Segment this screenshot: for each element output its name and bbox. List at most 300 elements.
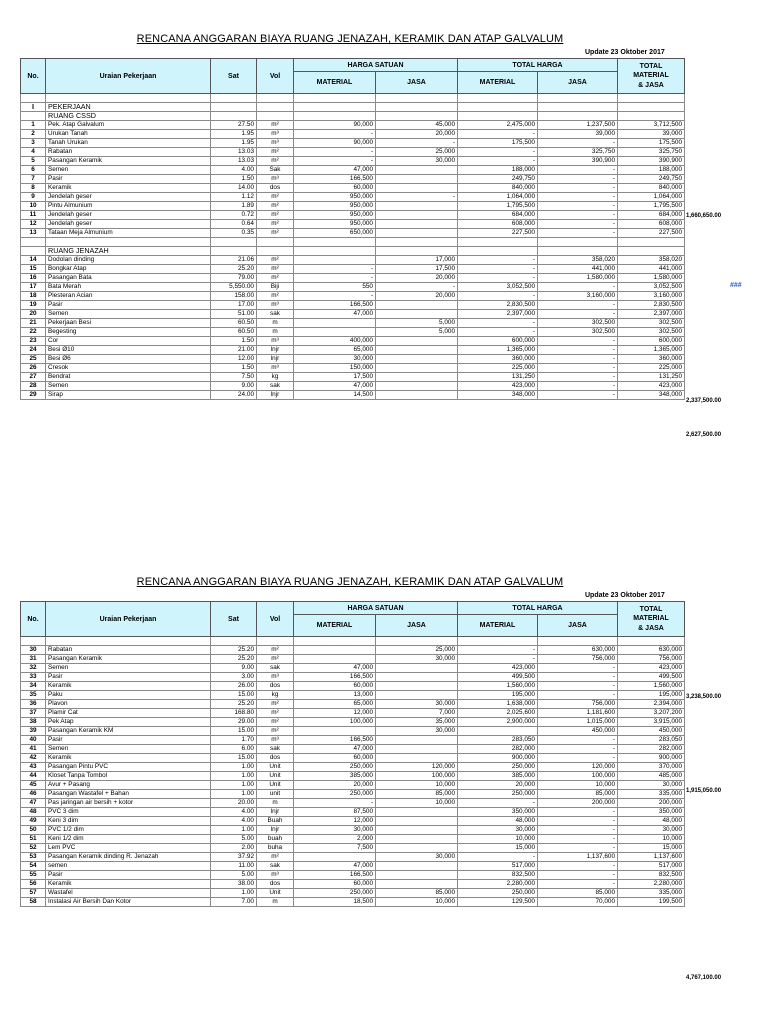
table-row (21, 111, 685, 120)
row-vol: dos (257, 681, 294, 690)
row-uraian: PVC 3 dim (46, 807, 211, 816)
row-material-price: 47,000 (294, 165, 376, 174)
row-grand-total: 335,000 (618, 888, 685, 897)
row-material-total: 131,250 (458, 372, 538, 381)
row-jasa-price: 10,000 (376, 780, 458, 789)
table-row (21, 637, 685, 646)
row-jasa-total: 10,000 (538, 780, 618, 789)
row-jasa-price: - (376, 282, 458, 291)
row-no: 17 (21, 282, 46, 291)
row-material-price: - (294, 129, 376, 138)
row-jasa-total: - (538, 807, 618, 816)
row-grand-total: 283,050 (618, 735, 685, 744)
row-material-total: 195,000 (458, 690, 538, 699)
row-jasa-total: - (538, 753, 618, 762)
row-uraian: Pas jaringan air bersih + kotor (46, 798, 211, 807)
row-jasa-total: - (538, 228, 618, 237)
table-row (21, 174, 685, 183)
row-jasa-price: 120,000 (376, 762, 458, 771)
row-jasa-price (376, 861, 458, 870)
table-row (21, 681, 685, 690)
row-sat: 15.00 (211, 690, 257, 699)
table-row (21, 102, 685, 111)
update-date: Update 23 Oktober 2017 (585, 49, 665, 56)
col-header-jasa: JASA (376, 72, 458, 94)
row-jasa-price: 25,000 (376, 645, 458, 654)
row-grand-total: 1,365,000 (618, 345, 685, 354)
row-material-price (294, 255, 376, 264)
row-sat: 12.00 (211, 354, 257, 363)
row-grand-total: 1,137,600 (618, 852, 685, 861)
row-material-total: 1,064,000 (458, 192, 538, 201)
table-row (21, 708, 685, 717)
row-material-price: 250,000 (294, 888, 376, 897)
row-material-price: 65,000 (294, 345, 376, 354)
row-sat: 1.50 (211, 336, 257, 345)
rab-table (20, 601, 685, 907)
row-grand-total: 423,000 (618, 663, 685, 672)
row-vol: m³ (257, 138, 294, 147)
row-material-total: - (458, 852, 538, 861)
row-jasa-price: 20,000 (376, 291, 458, 300)
row-material-total: 2,397,000 (458, 309, 538, 318)
row-material-total (458, 726, 538, 735)
row-grand-total: 1,795,500 (618, 201, 685, 210)
row-jasa-price (376, 228, 458, 237)
row-jasa-price (376, 309, 458, 318)
row-grand-total: 10,000 (618, 834, 685, 843)
table-row (21, 264, 685, 273)
row-material-price: 166,500 (294, 174, 376, 183)
row-jasa-price: 5,000 (376, 318, 458, 327)
row-vol: dos (257, 753, 294, 762)
col-header-material: MATERIAL (294, 72, 376, 94)
row-vol: m² (257, 228, 294, 237)
row-material-total: 350,000 (458, 807, 538, 816)
row-sat: 29.00 (211, 717, 257, 726)
page-title: RENCANA ANGGARAN BIAYA RUANG JENAZAH, KERAMIK DAN ATAP GALVALUM (136, 33, 564, 45)
row-material-price: 166,500 (294, 870, 376, 879)
row-no: 10 (21, 201, 46, 210)
row-uraian (46, 94, 211, 103)
table-row (21, 762, 685, 771)
row-grand-total: 131,250 (618, 372, 685, 381)
table-row (21, 219, 685, 228)
table-row (21, 663, 685, 672)
row-material-total: - (458, 129, 538, 138)
row-jasa-total: - (538, 879, 618, 888)
row-uraian: PVC 1/2 dim (46, 825, 211, 834)
row-vol: m³ (257, 735, 294, 744)
col-header-sat: Sat (211, 602, 257, 637)
row-uraian: Plavon (46, 699, 211, 708)
row-jasa-price (376, 681, 458, 690)
row-no: 21 (21, 318, 46, 327)
row-sat (211, 94, 257, 103)
row-uraian: Semen (46, 744, 211, 753)
table-row (21, 798, 685, 807)
row-uraian: Plamir Cat (46, 708, 211, 717)
row-material-price: 250,000 (294, 789, 376, 798)
side-subtotal: 1,915,050.00 (686, 788, 722, 794)
row-sat: 1.00 (211, 762, 257, 771)
row-sat: 21.06 (211, 255, 257, 264)
row-uraian: Pekerjaan Besi (46, 318, 211, 327)
row-jasa-price: 5,000 (376, 327, 458, 336)
row-uraian: Keni 1/2 dim (46, 834, 211, 843)
row-no: 28 (21, 381, 46, 390)
row-material-total: 282,000 (458, 744, 538, 753)
row-jasa-price (376, 372, 458, 381)
row-sat (211, 246, 257, 255)
row-vol (257, 111, 294, 120)
row-material-total: 1,638,000 (458, 699, 538, 708)
row-jasa-price: - (376, 192, 458, 201)
row-grand-total: 348,000 (618, 390, 685, 399)
row-grand-total: 2,397,000 (618, 309, 685, 318)
row-material-total (458, 102, 538, 111)
row-jasa-price: 7,000 (376, 708, 458, 717)
row-no (21, 637, 46, 646)
row-material-price: 950,000 (294, 192, 376, 201)
row-no: 26 (21, 363, 46, 372)
row-sat: 1.89 (211, 201, 257, 210)
row-uraian: Rabatan (46, 147, 211, 156)
side-subtotal: 1,660,650.00 (686, 213, 722, 219)
table-row (21, 192, 685, 201)
row-sat: 5,550.00 (211, 282, 257, 291)
row-jasa-price: 10,000 (376, 897, 458, 906)
row-no: 46 (21, 789, 46, 798)
row-uraian: Keramik (46, 183, 211, 192)
row-material-price (294, 94, 376, 103)
row-sat: 0.35 (211, 228, 257, 237)
row-uraian: Pasir (46, 174, 211, 183)
row-uraian: PEKERJAAN (46, 102, 211, 111)
row-no: 14 (21, 255, 46, 264)
row-material-price: 550 (294, 282, 376, 291)
row-sat: 4.00 (211, 807, 257, 816)
row-grand-total: 3,915,000 (618, 717, 685, 726)
row-no: 23 (21, 336, 46, 345)
row-sat: 15.00 (211, 726, 257, 735)
row-material-price: 950,000 (294, 219, 376, 228)
row-grand-total: 39,000 (618, 129, 685, 138)
row-uraian: Urukan Tanah (46, 129, 211, 138)
row-material-total: 48,000 (458, 816, 538, 825)
row-grand-total: 441,000 (618, 264, 685, 273)
row-sat: 1.00 (211, 888, 257, 897)
table-row (21, 816, 685, 825)
row-jasa-price (376, 237, 458, 246)
row-no: 43 (21, 762, 46, 771)
row-no: 36 (21, 699, 46, 708)
row-vol (257, 237, 294, 246)
row-uraian: RUANG CSSD (46, 111, 211, 120)
row-jasa-price (376, 94, 458, 103)
row-material-price: 250,000 (294, 762, 376, 771)
row-sat: 25.20 (211, 264, 257, 273)
row-no: 33 (21, 672, 46, 681)
row-jasa-total: - (538, 735, 618, 744)
row-material-price: 47,000 (294, 381, 376, 390)
row-material-total: 30,000 (458, 825, 538, 834)
col-header-uraian: Uraian Pekerjaan (46, 602, 211, 637)
row-material-price: 30,000 (294, 825, 376, 834)
row-vol: lnjr (257, 354, 294, 363)
row-material-price: 47,000 (294, 309, 376, 318)
row-jasa-price: 100,000 (376, 771, 458, 780)
row-no: 29 (21, 390, 46, 399)
row-sat: 9.00 (211, 663, 257, 672)
row-grand-total: 335,000 (618, 789, 685, 798)
row-jasa-total: - (538, 345, 618, 354)
rab-table (20, 58, 685, 400)
table-row (21, 825, 685, 834)
table-row (21, 345, 685, 354)
row-material-price: 90,000 (294, 120, 376, 129)
table-row (21, 120, 685, 129)
table-row (21, 879, 685, 888)
row-sat (211, 637, 257, 646)
row-sat: 4.00 (211, 165, 257, 174)
row-no: 51 (21, 834, 46, 843)
row-material-price: 30,000 (294, 354, 376, 363)
row-jasa-total: - (538, 663, 618, 672)
row-jasa-price (376, 834, 458, 843)
row-grand-total: 3,207,200 (618, 708, 685, 717)
col-header-material: MATERIAL (458, 72, 538, 94)
row-grand-total: 684,000 (618, 210, 685, 219)
row-uraian: Cresok (46, 363, 211, 372)
row-vol: kg (257, 372, 294, 381)
row-jasa-total: - (538, 309, 618, 318)
table-row (21, 147, 685, 156)
row-jasa-total: - (538, 138, 618, 147)
row-sat: 7.50 (211, 372, 257, 381)
row-no: 24 (21, 345, 46, 354)
row-no: 22 (21, 327, 46, 336)
row-material-total: - (458, 273, 538, 282)
row-material-total: 900,000 (458, 753, 538, 762)
row-vol (257, 246, 294, 255)
row-jasa-total: - (538, 390, 618, 399)
row-material-price: 13,000 (294, 690, 376, 699)
row-vol: m (257, 318, 294, 327)
table-row (21, 327, 685, 336)
table-row (21, 255, 685, 264)
row-grand-total: 390,900 (618, 156, 685, 165)
row-no: 34 (21, 681, 46, 690)
update-date: Update 23 Oktober 2017 (585, 592, 665, 599)
row-material-price (294, 318, 376, 327)
row-grand-total: 3,712,500 (618, 120, 685, 129)
table-row (21, 237, 685, 246)
row-jasa-price (376, 825, 458, 834)
row-material-price: 166,500 (294, 672, 376, 681)
row-uraian: Dodolan dinding (46, 255, 211, 264)
row-sat: 4.00 (211, 816, 257, 825)
row-vol (257, 102, 294, 111)
row-material-total: 385,000 (458, 771, 538, 780)
row-jasa-price (376, 300, 458, 309)
row-no (21, 111, 46, 120)
row-no: 7 (21, 174, 46, 183)
row-material-price (294, 645, 376, 654)
row-material-total: 600,000 (458, 336, 538, 345)
row-jasa-total: 325,750 (538, 147, 618, 156)
table-row (21, 690, 685, 699)
row-grand-total: 175,500 (618, 138, 685, 147)
row-vol: Unit (257, 780, 294, 789)
row-uraian: Pasir (46, 870, 211, 879)
row-material-total (458, 246, 538, 255)
row-vol: lnjr (257, 390, 294, 399)
row-material-price: 18,500 (294, 897, 376, 906)
row-material-price: 90,000 (294, 138, 376, 147)
row-material-price: 650,000 (294, 228, 376, 237)
row-uraian (46, 237, 211, 246)
row-jasa-price: 20,000 (376, 273, 458, 282)
row-grand-total: 2,394,000 (618, 699, 685, 708)
row-no: 20 (21, 309, 46, 318)
row-no: 2 (21, 129, 46, 138)
row-material-price: - (294, 264, 376, 273)
row-grand-total: 3,160,000 (618, 291, 685, 300)
side-subtotal: 2,337,500.00 (686, 398, 722, 404)
row-jasa-price: 30,000 (376, 852, 458, 861)
row-vol: buha (257, 843, 294, 852)
row-material-price: 400,000 (294, 336, 376, 345)
row-uraian: Keramik (46, 753, 211, 762)
row-grand-total: 608,000 (618, 219, 685, 228)
row-vol: m² (257, 255, 294, 264)
row-jasa-total: - (538, 681, 618, 690)
row-material-total: 20,000 (458, 780, 538, 789)
row-material-total: 608,000 (458, 219, 538, 228)
row-jasa-total (538, 246, 618, 255)
col-header-material: MATERIAL (294, 615, 376, 637)
row-no: 31 (21, 654, 46, 663)
row-jasa-price (376, 102, 458, 111)
row-no: 16 (21, 273, 46, 282)
row-jasa-total: 302,500 (538, 318, 618, 327)
row-no: 35 (21, 690, 46, 699)
row-jasa-total: - (538, 336, 618, 345)
row-material-price (294, 852, 376, 861)
row-sat: 1.00 (211, 771, 257, 780)
row-sat: 60.50 (211, 318, 257, 327)
row-material-total: 250,000 (458, 762, 538, 771)
row-material-total: 250,000 (458, 888, 538, 897)
row-no: 37 (21, 708, 46, 717)
row-no: 41 (21, 744, 46, 753)
table-row (21, 94, 685, 103)
row-vol: sak (257, 309, 294, 318)
col-header-no: No. (21, 59, 46, 94)
row-jasa-price (376, 201, 458, 210)
row-material-total (458, 237, 538, 246)
row-jasa-price (376, 637, 458, 646)
row-no: 44 (21, 771, 46, 780)
row-sat: 158.00 (211, 291, 257, 300)
row-vol: m (257, 798, 294, 807)
row-grand-total: 199,500 (618, 897, 685, 906)
row-uraian: Semen (46, 165, 211, 174)
row-material-total: - (458, 156, 538, 165)
row-vol: m² (257, 264, 294, 273)
row-material-price (294, 637, 376, 646)
row-material-price: 12,000 (294, 708, 376, 717)
row-material-total: 225,000 (458, 363, 538, 372)
col-header-harga-satuan: HARGA SATUAN (294, 59, 458, 72)
row-grand-total (618, 102, 685, 111)
row-no: 25 (21, 354, 46, 363)
row-material-price: 60,000 (294, 681, 376, 690)
row-no: 53 (21, 852, 46, 861)
row-jasa-total: - (538, 816, 618, 825)
row-sat: 5.00 (211, 834, 257, 843)
row-uraian: Bata Merah (46, 282, 211, 291)
row-material-price: 950,000 (294, 201, 376, 210)
row-vol: m² (257, 717, 294, 726)
row-uraian: Tataan Meja Almunium (46, 228, 211, 237)
row-no: 18 (21, 291, 46, 300)
row-no: 47 (21, 798, 46, 807)
table-row (21, 273, 685, 282)
table-row (21, 753, 685, 762)
row-uraian: Semen (46, 663, 211, 672)
row-jasa-total: - (538, 192, 618, 201)
row-sat: 17.00 (211, 300, 257, 309)
row-material-total: 2,280,000 (458, 879, 538, 888)
row-jasa-price: 30,000 (376, 156, 458, 165)
row-material-price: 166,500 (294, 300, 376, 309)
row-grand-total (618, 237, 685, 246)
row-jasa-total: 302,500 (538, 327, 618, 336)
row-jasa-total: 120,000 (538, 762, 618, 771)
row-vol: lnjr (257, 807, 294, 816)
table-row (21, 282, 685, 291)
row-jasa-total: 1,015,000 (538, 717, 618, 726)
row-no: 52 (21, 843, 46, 852)
table-row (21, 138, 685, 147)
row-jasa-total: 630,000 (538, 645, 618, 654)
row-sat (211, 102, 257, 111)
row-grand-total: 370,000 (618, 762, 685, 771)
row-sat: 2.00 (211, 843, 257, 852)
row-uraian: Begesting (46, 327, 211, 336)
row-no: 58 (21, 897, 46, 906)
row-jasa-total: - (538, 744, 618, 753)
row-grand-total: 360,000 (618, 354, 685, 363)
table-row (21, 699, 685, 708)
row-grand-total: 227,500 (618, 228, 685, 237)
row-material-total (458, 637, 538, 646)
row-material-total: - (458, 255, 538, 264)
row-vol: m² (257, 852, 294, 861)
page-title: RENCANA ANGGARAN BIAYA RUANG JENAZAH, KERAMIK DAN ATAP GALVALUM (136, 576, 564, 588)
row-grand-total: 225,000 (618, 363, 685, 372)
row-jasa-price (376, 390, 458, 399)
row-no: 15 (21, 264, 46, 273)
table-row (21, 183, 685, 192)
row-no: 57 (21, 888, 46, 897)
row-jasa-price: 85,000 (376, 789, 458, 798)
row-no: 45 (21, 780, 46, 789)
col-header-jasa: JASA (538, 615, 618, 637)
row-material-total: 10,000 (458, 834, 538, 843)
